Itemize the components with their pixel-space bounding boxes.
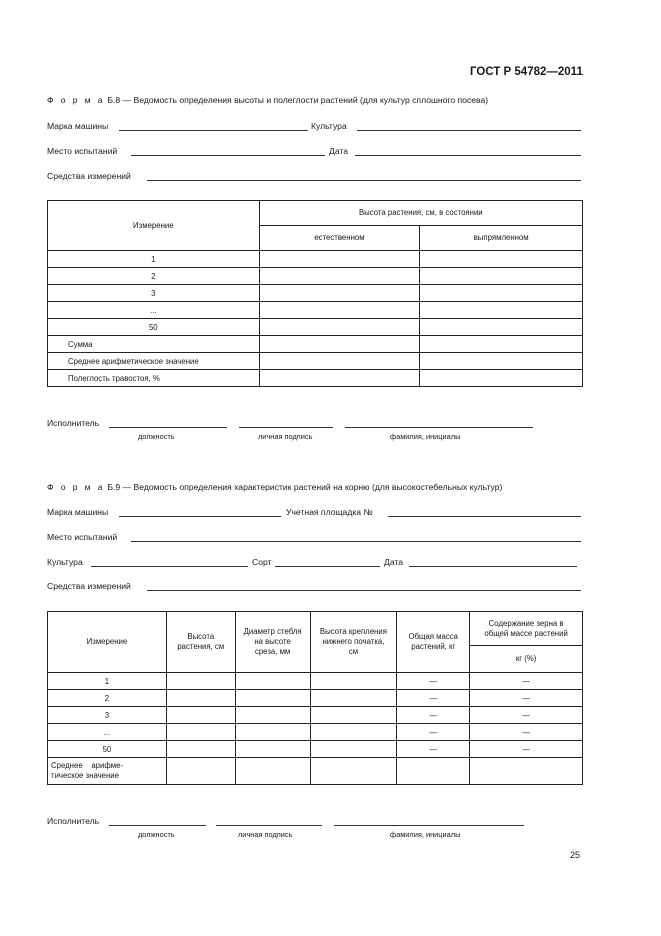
cell[interactable] xyxy=(310,741,397,758)
row-label: 2 xyxy=(48,690,167,707)
table-row xyxy=(48,690,583,707)
name-caption: фамилия, инициалы xyxy=(390,432,461,441)
form-b9-title xyxy=(47,482,502,492)
cell[interactable] xyxy=(235,673,310,690)
cell[interactable] xyxy=(420,268,583,285)
cell[interactable] xyxy=(166,673,235,690)
table-row xyxy=(48,353,583,370)
signature-caption: личная подпись xyxy=(238,830,293,839)
row-mean-label: Среднее арифметическое значение xyxy=(48,353,260,370)
table-row xyxy=(48,302,583,319)
place-label: Место испытаний xyxy=(47,146,118,156)
row-label: 1 xyxy=(48,251,260,268)
cell[interactable] xyxy=(235,690,310,707)
page-number: 25 xyxy=(570,850,581,860)
position-caption: должность xyxy=(138,432,175,441)
cell[interactable] xyxy=(166,690,235,707)
machine-line[interactable] xyxy=(119,516,281,517)
col-cob-height xyxy=(310,612,397,673)
header-line: Диаметр стебля xyxy=(243,627,302,636)
cell[interactable] xyxy=(310,690,397,707)
cell[interactable] xyxy=(420,370,583,387)
crop-line[interactable] xyxy=(91,566,248,567)
cell[interactable] xyxy=(397,758,470,785)
crop-line[interactable] xyxy=(357,130,581,131)
form-b9-prefix: Ф о р м а xyxy=(47,482,105,492)
cell[interactable] xyxy=(166,741,235,758)
cell[interactable] xyxy=(259,302,420,319)
col-grain-group xyxy=(470,612,583,646)
cell[interactable] xyxy=(420,336,583,353)
col-height xyxy=(166,612,235,673)
instruments-line[interactable] xyxy=(147,180,581,181)
instruments-line[interactable] xyxy=(147,590,581,591)
cell[interactable] xyxy=(166,707,235,724)
signature-caption: личная подпись xyxy=(258,432,313,441)
crop-label: Культура xyxy=(311,121,347,131)
form-b8-table xyxy=(47,200,583,387)
col-measurement: Измерение xyxy=(48,612,167,673)
header-line: Высота крепления xyxy=(319,627,387,636)
col-measurement: Измерение xyxy=(48,201,260,251)
form-b9-field-row-1 xyxy=(47,507,581,519)
machine-line[interactable] xyxy=(119,130,308,131)
name-line[interactable] xyxy=(334,825,524,826)
header-line: среза, мм xyxy=(254,647,291,656)
col-total-mass xyxy=(397,612,470,673)
place-label: Место испытаний xyxy=(47,532,118,542)
table-row xyxy=(48,758,583,785)
name-line[interactable] xyxy=(345,427,533,428)
date-line[interactable] xyxy=(355,155,581,156)
table-row xyxy=(48,673,583,690)
col-height-group: Высота растения, см, в состоянии xyxy=(259,201,582,226)
dash-cell: — xyxy=(397,673,470,690)
col-straightened: выпрямленном xyxy=(420,226,583,251)
cell[interactable] xyxy=(259,285,420,302)
header-line: Высота xyxy=(187,632,215,641)
cell[interactable] xyxy=(470,758,583,785)
cell[interactable] xyxy=(259,268,420,285)
table-row xyxy=(48,707,583,724)
table-row xyxy=(48,319,583,336)
form-b9-table xyxy=(47,611,583,785)
table-row xyxy=(48,370,583,387)
form-b8-title-text: Б.8 — Ведомость определения высоты и полеглости растений (для культур сплошного посева) xyxy=(104,95,489,105)
cell[interactable] xyxy=(310,673,397,690)
row-label: 3 xyxy=(48,707,167,724)
row-lodging-label: Полеглость травостоя, % xyxy=(48,370,260,387)
table-row xyxy=(48,285,583,302)
standard-code: ГОСТ Р 54782—2011 xyxy=(470,66,583,78)
cell[interactable] xyxy=(166,758,235,785)
dash-cell: — xyxy=(397,707,470,724)
cell[interactable] xyxy=(259,353,420,370)
header-line: растения, см xyxy=(177,642,225,651)
form-b8-field-row-3 xyxy=(47,171,581,183)
row-label: 50 xyxy=(48,319,260,336)
header-line: Общая масса xyxy=(408,632,459,641)
form-b9-title-text: Б.9 — Ведомость определения характеристик растений на корню (для высокостебельных культур) xyxy=(104,482,503,492)
form-b8-field-row-2 xyxy=(47,146,581,158)
place-line[interactable] xyxy=(131,541,581,542)
dash-cell: — xyxy=(397,690,470,707)
position-line[interactable] xyxy=(109,427,227,428)
dash-cell: — xyxy=(470,741,583,758)
header-line: нижнего початка, xyxy=(322,637,385,646)
plot-line[interactable] xyxy=(388,516,581,517)
date-label: Дата xyxy=(384,557,404,567)
cell[interactable] xyxy=(310,758,397,785)
row-label: ... xyxy=(48,724,167,741)
table-row xyxy=(48,741,583,758)
instruments-label: Средства измерений xyxy=(47,581,131,591)
row-label: ... xyxy=(48,302,260,319)
signature-line[interactable] xyxy=(216,825,322,826)
dash-cell: — xyxy=(470,690,583,707)
table-row xyxy=(48,251,583,268)
dash-cell: — xyxy=(470,724,583,741)
date-label: Дата xyxy=(329,146,349,156)
cell[interactable] xyxy=(235,724,310,741)
cell[interactable] xyxy=(259,251,420,268)
row-mean-line: Среднее арифме- xyxy=(51,761,124,770)
row-label: 50 xyxy=(48,741,167,758)
form-b8-title xyxy=(47,95,488,105)
cell[interactable] xyxy=(420,251,583,268)
plot-label: Учетная площадка № xyxy=(286,507,373,517)
executor-label: Исполнитель xyxy=(47,418,100,428)
dash-cell: — xyxy=(470,673,583,690)
header-line: Содержание зерна в xyxy=(488,618,564,628)
cell[interactable] xyxy=(259,319,420,336)
col-diameter xyxy=(235,612,310,673)
cell[interactable] xyxy=(420,319,583,336)
form-b9-field-row-3 xyxy=(47,557,581,569)
cell[interactable] xyxy=(259,336,420,353)
cell[interactable] xyxy=(235,707,310,724)
header-line: общей массе растений xyxy=(484,628,568,638)
cell[interactable] xyxy=(420,302,583,319)
place-line[interactable] xyxy=(131,155,325,156)
table-row xyxy=(48,336,583,353)
row-mean-label xyxy=(48,758,167,785)
cell[interactable] xyxy=(235,758,310,785)
form-b9-field-row-2 xyxy=(47,532,581,544)
crop-label: Культура xyxy=(47,557,83,567)
position-caption: должность xyxy=(138,830,175,839)
header-line: на высоте xyxy=(254,637,291,646)
cell[interactable] xyxy=(310,724,397,741)
row-label: 3 xyxy=(48,285,260,302)
machine-label: Марка машины xyxy=(47,507,109,517)
signature-line[interactable] xyxy=(239,427,333,428)
row-mean-line: тическое значение xyxy=(51,771,120,780)
position-line[interactable] xyxy=(109,825,206,826)
form-b9-field-row-4 xyxy=(47,581,581,593)
col-natural: естественном xyxy=(259,226,420,251)
row-sum-label: Сумма xyxy=(48,336,260,353)
cell[interactable] xyxy=(259,370,420,387)
table-row xyxy=(48,724,583,741)
dash-cell: — xyxy=(470,707,583,724)
col-grain-unit: кг (%) xyxy=(470,646,583,673)
cell[interactable] xyxy=(166,724,235,741)
variety-label: Сорт xyxy=(252,557,272,567)
row-label: 2 xyxy=(48,268,260,285)
cell[interactable] xyxy=(235,741,310,758)
form-b9-signature xyxy=(47,816,547,828)
name-caption: фамилия, инициалы xyxy=(390,830,461,839)
row-label: 1 xyxy=(48,673,167,690)
date-line[interactable] xyxy=(409,566,577,567)
cell[interactable] xyxy=(420,353,583,370)
cell[interactable] xyxy=(420,285,583,302)
form-b8-signature xyxy=(47,418,547,430)
machine-label: Марка машины xyxy=(47,121,109,131)
form-b8-field-row-1 xyxy=(47,121,581,133)
dash-cell: — xyxy=(397,724,470,741)
cell[interactable] xyxy=(310,707,397,724)
table-row xyxy=(48,268,583,285)
executor-label: Исполнитель xyxy=(47,816,100,826)
instruments-label: Средства измерений xyxy=(47,171,131,181)
header-line: растений, кг xyxy=(411,642,456,651)
dash-cell: — xyxy=(397,741,470,758)
header-line: см xyxy=(348,647,359,656)
variety-line[interactable] xyxy=(275,566,380,567)
form-b8-prefix: Ф о р м а xyxy=(47,95,105,105)
